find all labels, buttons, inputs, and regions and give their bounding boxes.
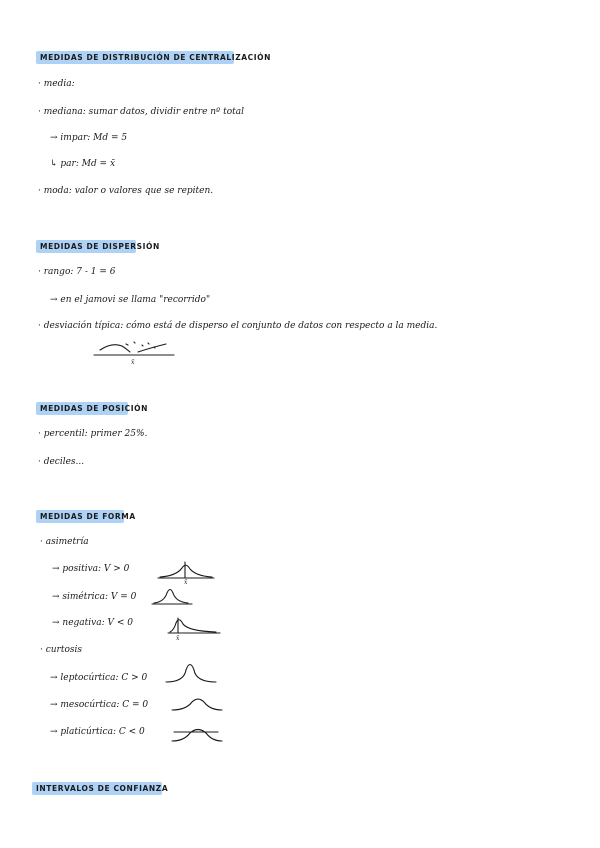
heading-centralizacion: MEDIDAS DE DISTRIBUCIÓN DE CENTRALIZACIÓN (40, 53, 271, 62)
platykurtic-curve (170, 722, 224, 744)
dispersion-sketch (90, 336, 180, 360)
heading-posicion: MEDIDAS DE POSICIÓN (40, 404, 149, 413)
heading-forma: MEDIDAS DE FORMA (40, 512, 136, 521)
heading-intervalos: INTERVALOS DE CONFIANZA (36, 784, 169, 793)
symmetric-curve (150, 585, 195, 607)
line-media: · media: (38, 79, 75, 89)
line-desviacion: · desviación típica: cómo está de disperso el conjunto de datos con respecto a la media. (38, 321, 438, 331)
heading-dispersion: MEDIDAS DE DISPERSIÓN (40, 242, 160, 251)
line-simetrica: → simétrica: V = 0 (52, 592, 137, 602)
line-deciles: · deciles... (38, 457, 85, 467)
line-mediana: · mediana: sumar datos, dividir entre nº total (38, 107, 245, 117)
positiva-mean-label: x̄ (184, 579, 188, 586)
line-curtosis: · curtosis (40, 645, 83, 655)
line-percentil: · percentil: primer 25%. (38, 429, 148, 439)
negativa-mean-label: x̄ (176, 635, 180, 642)
leptokurtic-curve (164, 660, 218, 686)
line-asimetria: · asimetría (40, 537, 89, 547)
line-leptocurtica: → leptocúrtica: C > 0 (50, 673, 148, 683)
mesokurtic-curve (170, 694, 224, 714)
line-moda: · moda: valor o valores que se repiten. (38, 186, 214, 196)
line-mesocurtica: → mesocúrtica: C = 0 (50, 700, 149, 710)
line-jamovi: → en el jamovi se llama "recorrido" (50, 295, 211, 305)
line-par: ↳ par: Md = x̄ (50, 159, 116, 169)
line-impar: → impar: Md = 5 (50, 133, 128, 143)
dispersion-mean-label: x̄ (131, 359, 135, 366)
line-platicurtica: → platicúrtica: C < 0 (50, 727, 145, 737)
negative-skew-curve (166, 614, 222, 636)
line-negativa: → negativa: V < 0 (52, 618, 133, 628)
line-positiva: → positiva: V > 0 (52, 564, 130, 574)
line-rango: · rango: 7 - 1 = 6 (38, 267, 116, 277)
